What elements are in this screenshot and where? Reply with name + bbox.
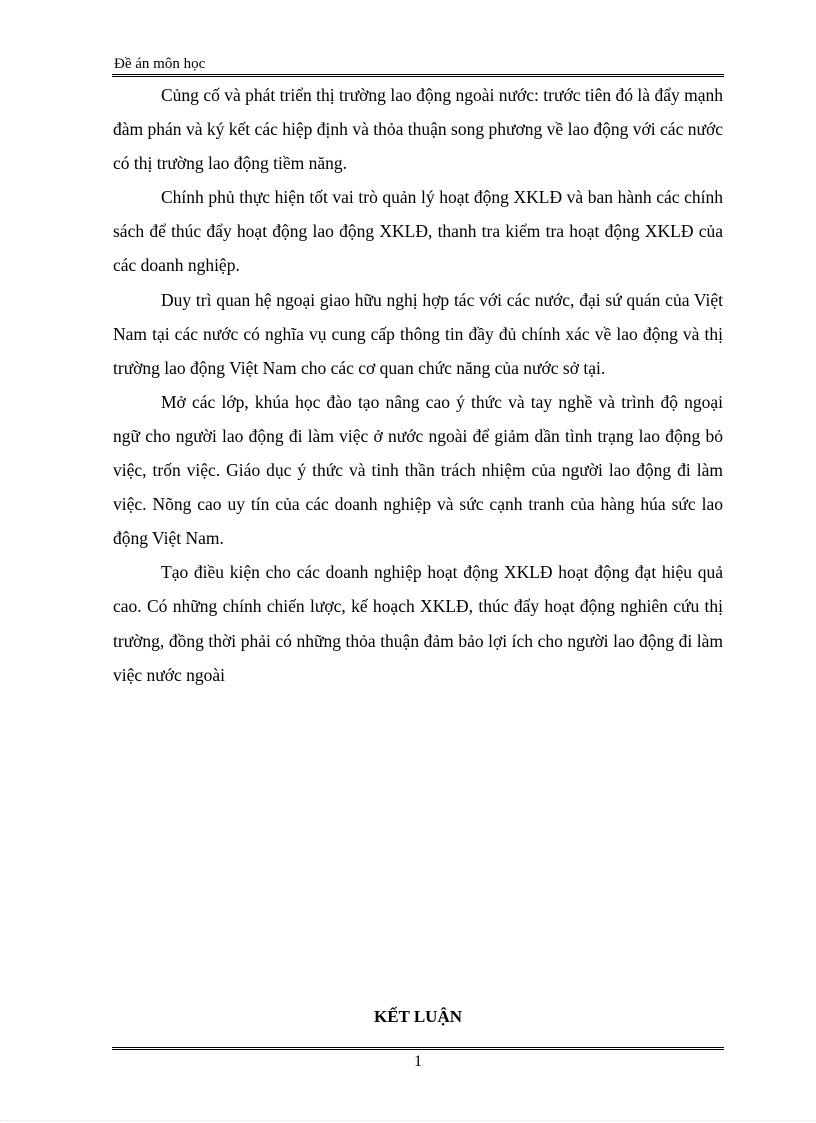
paragraph: Củng cố và phát triển thị trường lao động ngoài nước: trước tiên đó là đẩy mạnh đàm phán và ký kết các hiệp định và thỏa thuận song phương về lao động với các nước có thị trường lao động tiềm năng. (113, 85, 723, 174)
page-edge-divider (0, 1120, 816, 1121)
footer-rule (112, 1047, 724, 1050)
section-heading: KẾT LUẬN (373, 1007, 462, 1026)
header-title: Đề án môn học (114, 56, 206, 72)
paragraph: Mở các lớp, khúa học đào tạo nâng cao ý thức và tay nghề và trình độ ngoại ngữ cho người lao động đi làm việc ở nước ngoài để giảm dần tình trạng lao động bỏ việc, trốn việc. Giáo dục ý thức và tinh thần trách nhiệm của người lao động đi làm việc. Nõng cao uy tín của các doanh nghiệp và sức cạnh tranh của hàng húa sức lao động Việt Nam. (113, 391, 723, 549)
page-number: 1 (414, 1053, 422, 1070)
page-header (112, 55, 724, 77)
header-rule (112, 74, 724, 77)
document-body (113, 78, 723, 692)
paragraph: Tạo điều kiện cho các doanh nghiệp hoạt động XKLĐ hoạt động đạt hiệu quả cao. Có những chính chiến lược, kế hoạch XKLĐ, thúc đẩy hoạt động nghiên cứu thị trường, đồng thời phải có những thỏa thuận đảm bảo lợi ích cho người lao động đi làm việc nước ngoài (113, 562, 723, 685)
paragraph: Duy trì quan hệ ngoại giao hữu nghị hợp tác với các nước, đại sứ quán của Việt Nam tại các nước có nghĩa vụ cung cấp thông tin đầy đủ chính xác về lao động và thị trường lao động Việt Nam cho các cơ quan chức năng của nước sở tại. (113, 289, 723, 378)
page-footer (112, 1047, 724, 1073)
paragraph: Chính phủ thực hiện tốt vai trò quản lý hoạt động XKLĐ và ban hành các chính sách để thúc đẩy hoạt động lao động XKLĐ, thanh tra kiểm tra hoạt động XKLĐ của các doanh nghiệp. (113, 187, 723, 276)
